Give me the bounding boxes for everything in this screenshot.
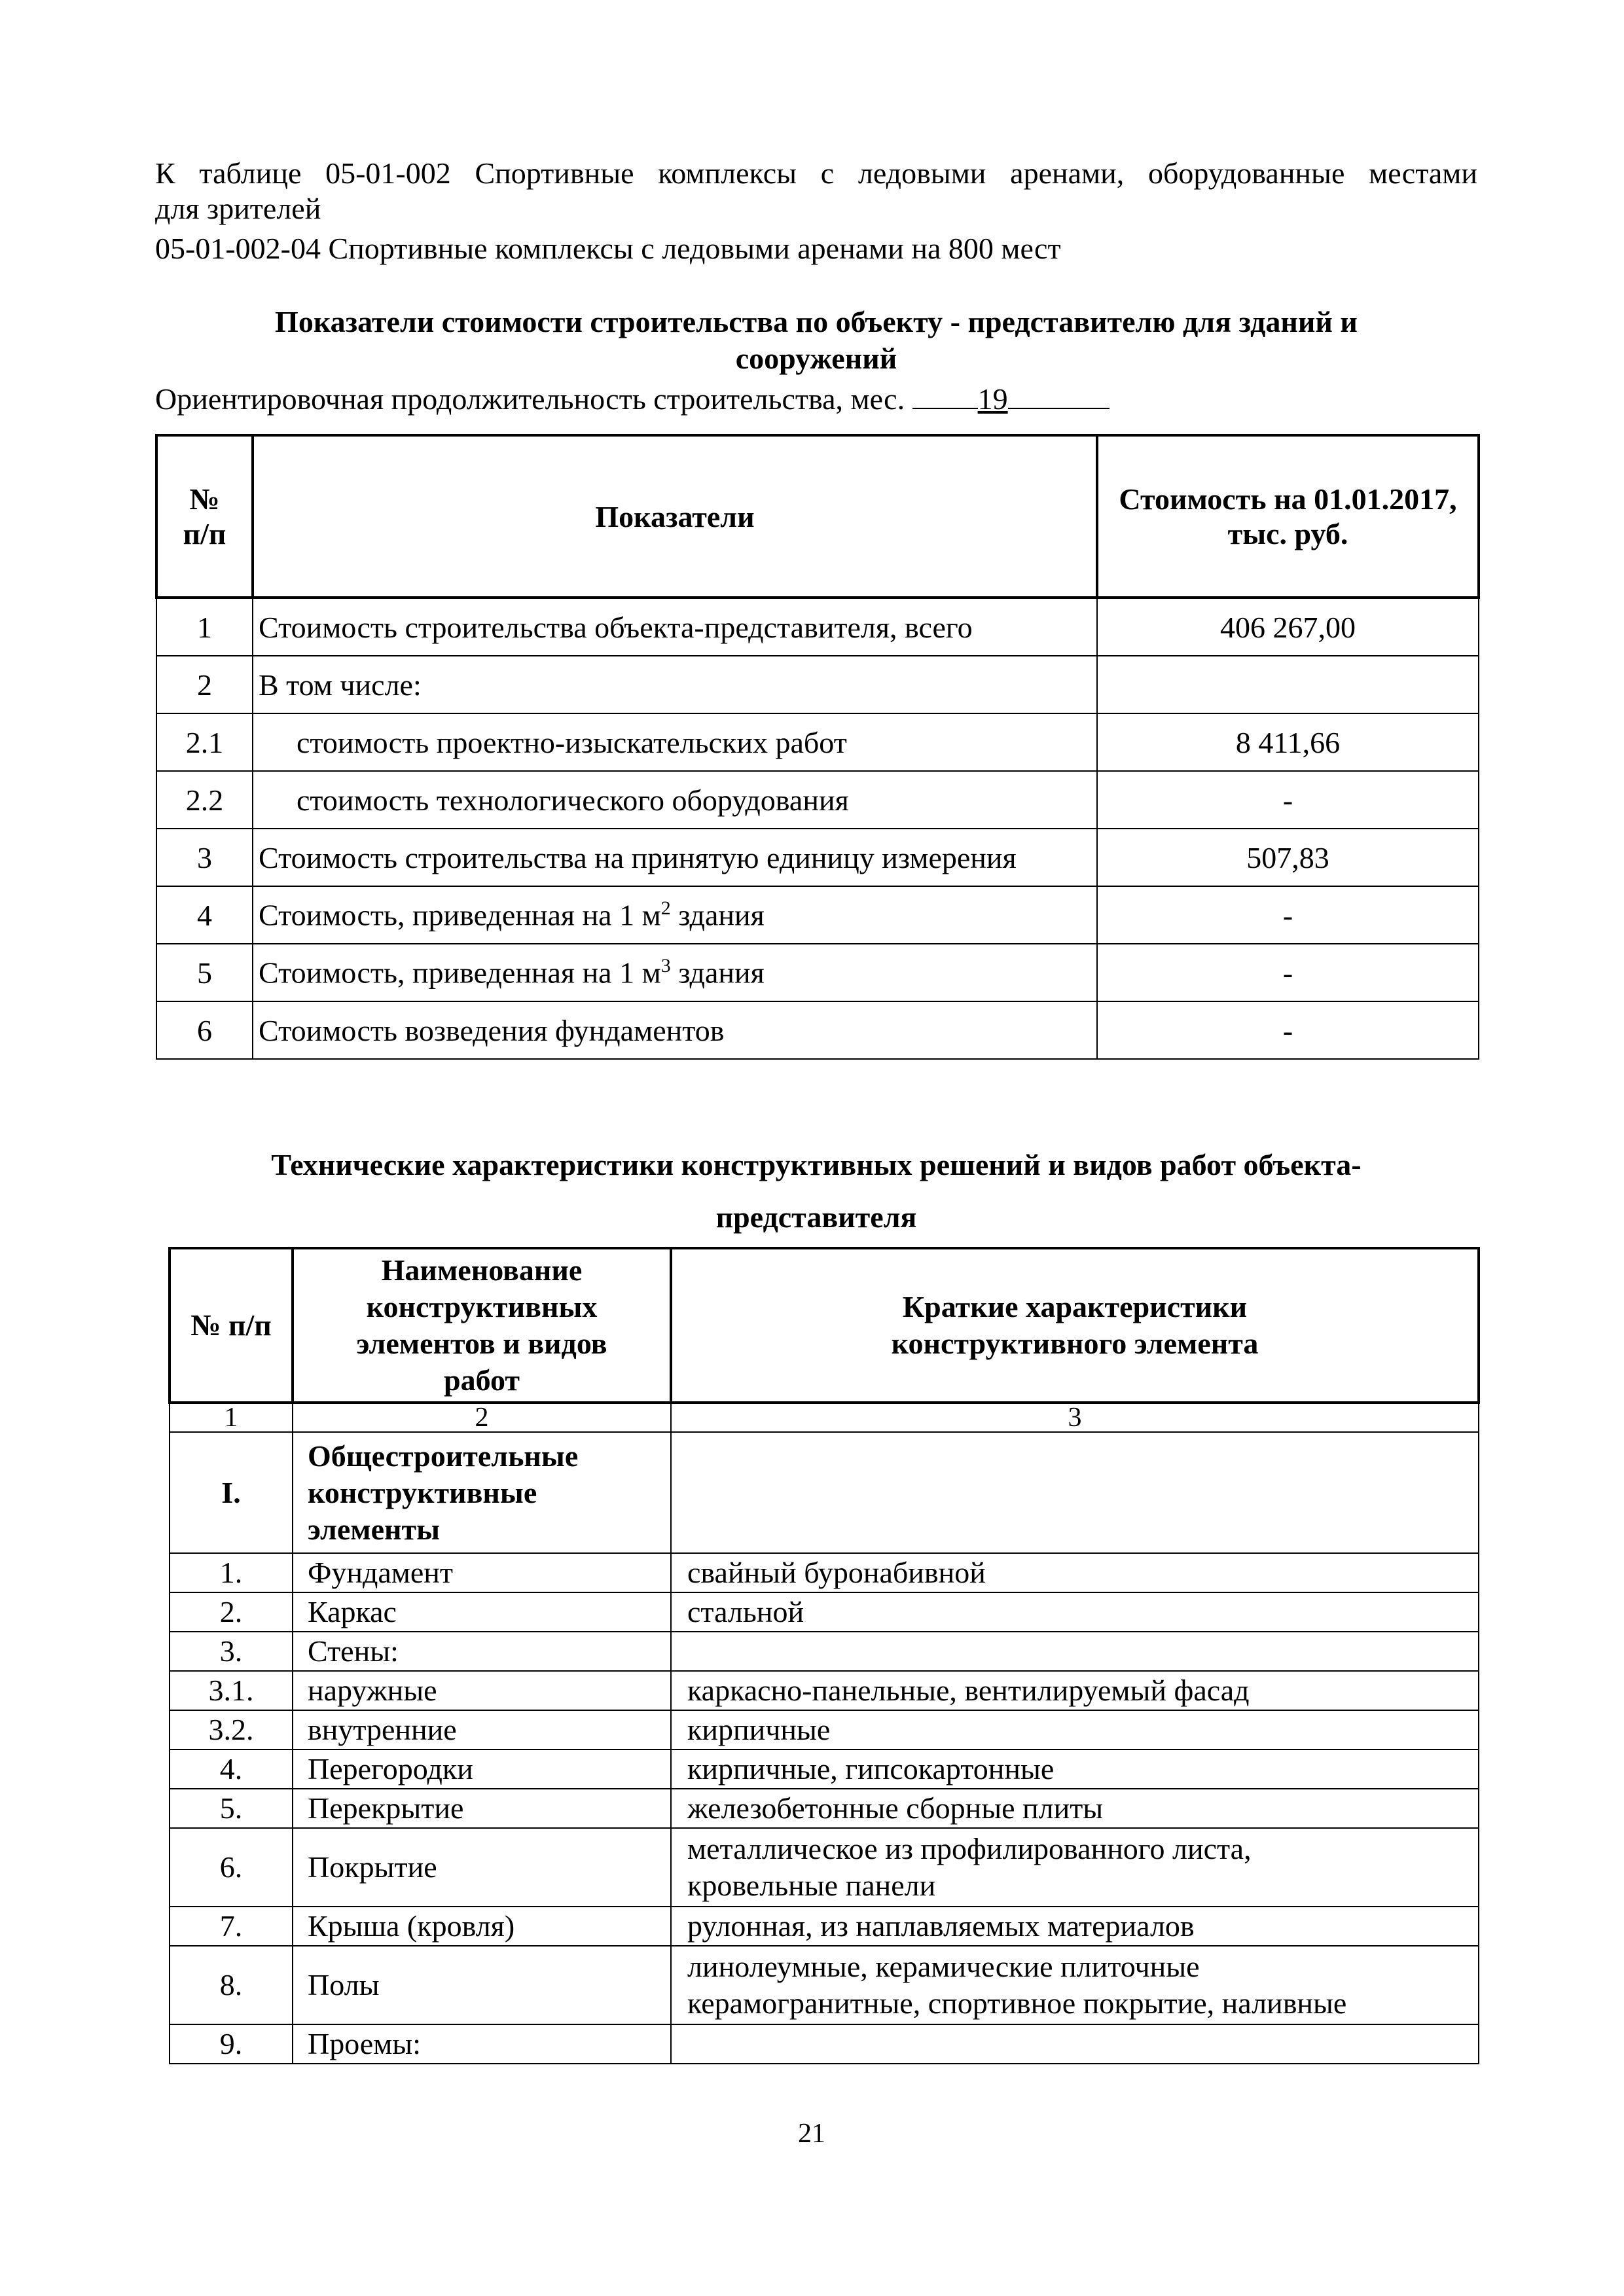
row-value: - (1097, 1001, 1479, 1059)
row-value: 8 411,66 (1097, 713, 1479, 771)
row-desc: железобетонные сборные плиты (671, 1789, 1479, 1828)
tech-section-title-line-1: Технические характеристики конструктивных решений и видов работ объекта- (271, 1148, 1362, 1181)
table-header-row (156, 435, 1479, 598)
row-label: стоимость технологического оборудования (253, 771, 1097, 829)
header-num: № п/п (170, 1248, 293, 1403)
row-num: 9. (170, 2024, 293, 2064)
row-num: 4. (170, 1749, 293, 1789)
page-number: 21 (798, 2119, 825, 2149)
cost-section-title-line-1: Показатели стоимости строительства по объекту - представителю для зданий и (275, 305, 1358, 338)
table-header-row (170, 1248, 1479, 1403)
unit-exponent: 3 (660, 955, 671, 977)
header-num (156, 435, 253, 598)
header-cost (1097, 435, 1479, 598)
table-row (170, 1671, 1479, 1710)
section-desc (671, 1432, 1479, 1553)
row-name: Стены: (293, 1632, 671, 1671)
row-desc: стальной (671, 1592, 1479, 1632)
row-num: 8. (170, 1946, 293, 2024)
section-row (170, 1432, 1479, 1553)
row-desc-line-1: металлическое из профилированного листа, (687, 1832, 1252, 1865)
row-num: 2. (170, 1592, 293, 1632)
header-name-line-4: работ (444, 1363, 520, 1397)
row-num: 2.2 (156, 771, 253, 829)
row-value: - (1097, 944, 1479, 1001)
row-num: 5 (156, 944, 253, 1001)
tech-characteristics-table (168, 1247, 1480, 2064)
row-value (1097, 656, 1479, 713)
table-row (170, 1553, 1479, 1592)
row-value: 406 267,00 (1097, 598, 1479, 656)
row-num: 3.1. (170, 1671, 293, 1710)
row-name: Полы (293, 1946, 671, 2024)
row-desc (671, 1632, 1479, 1671)
section-num: I. (170, 1432, 293, 1553)
row-desc: рулонная, из наплавляемых материалов (671, 1907, 1479, 1946)
construction-duration (155, 381, 1110, 418)
column-number-row (170, 1403, 1479, 1432)
table-row (170, 1632, 1479, 1671)
row-num: 4 (156, 886, 253, 944)
row-label-text: Стоимость, приведенная на 1 м (259, 898, 661, 932)
table-row (156, 771, 1479, 829)
header-desc-line-1: Краткие характеристики (902, 1290, 1248, 1323)
row-name: Крыша (кровля) (293, 1907, 671, 1946)
row-desc-line-2: кровельные панели (687, 1869, 936, 1902)
header-num-line-2: п/п (183, 517, 226, 550)
row-desc: кирпичные (671, 1710, 1479, 1749)
header-element-name (293, 1248, 671, 1403)
row-num: 3.2. (170, 1710, 293, 1749)
table-row (156, 1001, 1479, 1059)
table-row (170, 2024, 1479, 2064)
table-row (170, 1749, 1479, 1789)
header-cost-line-2: тыс. руб. (1227, 517, 1348, 550)
header-name-line-1: Наименование (381, 1253, 583, 1287)
row-label: Стоимость возведения фундаментов (253, 1001, 1097, 1059)
duration-underline-right (1008, 382, 1110, 409)
row-value: 507,83 (1097, 829, 1479, 886)
row-name: Покрытие (293, 1828, 671, 1907)
row-label: Стоимость строительства на принятую единицу измерения (253, 829, 1097, 886)
row-label: В том числе: (253, 656, 1097, 713)
row-num: 7. (170, 1907, 293, 1946)
column-number: 1 (170, 1403, 293, 1432)
duration-value: 19 (977, 382, 1008, 416)
row-desc (671, 2024, 1479, 2064)
row-label-suffix: здания (670, 956, 765, 990)
cost-section-title-line-2: сооружений (735, 342, 897, 375)
section-name (293, 1432, 671, 1553)
row-num: 3. (170, 1632, 293, 1671)
section-name-line-2: конструктивные (308, 1475, 537, 1509)
row-num: 1 (156, 598, 253, 656)
row-name: Каркас (293, 1592, 671, 1632)
row-name: внутренние (293, 1710, 671, 1749)
intro-line-3: 05-01-002-04 Спортивные комплексы с ледовыми аренами на 800 мест (155, 232, 1061, 265)
header-indicator: Показатели (253, 435, 1097, 598)
row-desc: свайный буронабивной (671, 1553, 1479, 1592)
row-label (253, 944, 1097, 1001)
table-row (170, 1789, 1479, 1828)
row-desc: каркасно-панельные, вентилируемый фасад (671, 1671, 1479, 1710)
row-label (253, 886, 1097, 944)
table-row (156, 713, 1479, 771)
table-row (170, 1828, 1479, 1907)
intro-line-1: К таблице 05-01-002 Спортивные комплексы с ледовыми аренами, оборудованные местами (155, 156, 1477, 190)
row-label: Стоимость строительства объекта-представителя, всего (253, 598, 1097, 656)
row-num: 5. (170, 1789, 293, 1828)
cost-indicators-table (155, 434, 1480, 1060)
row-name: Перекрытие (293, 1789, 671, 1828)
row-name: Фундамент (293, 1553, 671, 1592)
column-number: 3 (671, 1403, 1479, 1432)
column-number: 2 (293, 1403, 671, 1432)
duration-label: Ориентировочная продолжительность строительства, мес. (155, 382, 905, 416)
table-row (156, 829, 1479, 886)
header-name-line-3: элементов и видов (356, 1327, 607, 1360)
row-num: 6 (156, 1001, 253, 1059)
row-value: - (1097, 771, 1479, 829)
table-row (170, 1946, 1479, 2024)
table-row (170, 1710, 1479, 1749)
header-desc-line-2: конструктивного элемента (891, 1327, 1259, 1360)
row-desc (671, 1828, 1479, 1907)
row-desc-line-2: керамогранитные, спортивное покрытие, наливные (687, 1986, 1347, 2020)
row-name: Проемы: (293, 2024, 671, 2064)
header-name-line-2: конструктивных (366, 1290, 598, 1323)
table-row (156, 944, 1479, 1001)
row-num: 2 (156, 656, 253, 713)
table-row (156, 598, 1479, 656)
row-label: стоимость проектно-изыскательских работ (253, 713, 1097, 771)
header-description (671, 1248, 1479, 1403)
row-desc: кирпичные, гипсокартонные (671, 1749, 1479, 1789)
row-num: 6. (170, 1828, 293, 1907)
duration-underline-left (912, 382, 978, 409)
row-value: - (1097, 886, 1479, 944)
row-desc (671, 1946, 1479, 2024)
header-cost-line-1: Стоимость на 01.01.2017, (1119, 482, 1457, 516)
table-row (170, 1907, 1479, 1946)
header-num-line-1: № (189, 482, 220, 516)
row-label-suffix: здания (670, 898, 765, 932)
row-num: 1. (170, 1553, 293, 1592)
table-row (156, 886, 1479, 944)
row-num: 2.1 (156, 713, 253, 771)
intro-line-2: для зрителей (155, 192, 321, 225)
section-name-line-3: элементы (308, 1512, 441, 1546)
section-name-line-1: Общестроительные (308, 1439, 579, 1473)
row-name: наружные (293, 1671, 671, 1710)
row-label-text: Стоимость, приведенная на 1 м (259, 956, 661, 990)
row-name: Перегородки (293, 1749, 671, 1789)
table-row (170, 1592, 1479, 1632)
tech-section-title-line-2: представителя (715, 1200, 917, 1234)
unit-exponent: 2 (660, 897, 671, 920)
row-num: 3 (156, 829, 253, 886)
row-desc-line-1: линолеумные, керамические плиточные (687, 1950, 1200, 1983)
table-row (156, 656, 1479, 713)
